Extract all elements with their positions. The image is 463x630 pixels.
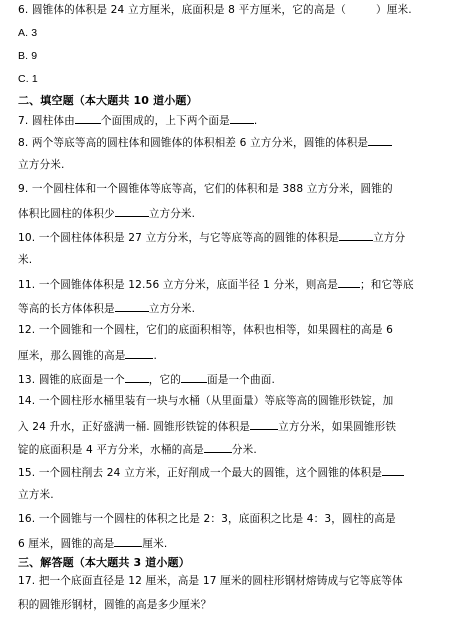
question-12-line-2 <box>18 347 448 363</box>
question-15-line-1 <box>18 464 448 480</box>
answer-blank[interactable] <box>346 2 376 13</box>
question-6-stem <box>18 2 448 17</box>
q16-text-a: 6 厘米，圆锥的高是 <box>18 538 115 550</box>
q14-text-c: 锭的底面积是 4 平方分米，水桶的高是 <box>18 444 204 456</box>
q9-text-b: 立方分米. <box>148 208 196 220</box>
q13-text-c: 面是一个曲面. <box>207 374 275 386</box>
q6-option-b[interactable]: B. 9 <box>18 50 38 62</box>
q11-text-b: ；和它等底 <box>359 279 414 291</box>
answer-blank[interactable] <box>125 371 149 383</box>
q10-text-a: 10. 一个圆柱体体积是 27 立方分米，与它等底等高的圆锥的体积是 <box>18 232 339 244</box>
question-7 <box>18 112 448 128</box>
question-17-line-1: 17. 把一个底面直径是 12 厘米，高是 17 厘米的圆柱形钢材熔铸成与它等底等体 <box>18 575 403 587</box>
question-11-line-2 <box>18 300 448 316</box>
q13-text-a: 13. 圆锥的底面是一个 <box>18 374 125 386</box>
q11-text-d: 立方分米. <box>148 303 196 315</box>
q14-text-b: 立方分米，如果圆锥形铁 <box>277 421 397 433</box>
q11-text-a: 11. 一个圆锥体体积是 12.56 立方分米，底面半径 1 分米，则高是 <box>18 279 338 291</box>
section-3-heading: 三、解答题（本大题共 3 道小题） <box>18 556 190 569</box>
question-12-line-1: 12. 一个圆锥和一个圆柱，它们的底面积相等，体积也相等，如果圆柱的高是 6 <box>18 324 394 336</box>
q6-option-a[interactable]: A. 3 <box>18 27 38 39</box>
answer-blank[interactable] <box>181 371 207 383</box>
question-17-line-2: 积的圆锥形钢材，圆锥的高是多少厘米？ <box>18 599 212 611</box>
q12-text-b: . <box>153 350 157 362</box>
answer-blank[interactable] <box>115 300 149 312</box>
answer-blank[interactable] <box>115 205 149 217</box>
question-13 <box>18 371 448 387</box>
q15-text-a: 15. 一个圆柱削去 24 立方米，正好削成一个最大的圆锥，这个圆锥的体积是 <box>18 467 382 479</box>
question-14-line-1: 14. 一个圆柱形水桶里装有一块与水桶（从里面量）等底等高的圆锥形铁锭，加 <box>18 395 394 407</box>
answer-blank[interactable] <box>339 229 373 241</box>
question-8-line-1 <box>18 134 448 150</box>
answer-blank[interactable] <box>250 418 278 430</box>
q7-text-a: 7. 圆柱体由 <box>18 115 75 127</box>
question-9-line-2 <box>18 205 448 221</box>
q7-text-b: 个面围成的，上下两个面是 <box>100 115 230 127</box>
answer-blank[interactable] <box>368 134 392 146</box>
answer-blank[interactable] <box>230 112 254 124</box>
question-14-line-2 <box>18 418 448 434</box>
question-8-line-2: 立方分米. <box>18 159 65 171</box>
question-10-line-2: 米. <box>18 254 33 266</box>
question-11-line-1 <box>18 276 448 292</box>
question-15-line-2: 立方米. <box>18 489 54 501</box>
q8-text-a: 8. 两个等底等高的圆柱体和圆锥体的体积相差 6 立方分米，圆锥的体积是 <box>18 137 369 149</box>
q12-text-a: 厘米，那么圆锥的高是 <box>18 350 126 362</box>
q14-text-a: 入 24 升水，正好盛满一桶. 圆锥形铁锭的体积是 <box>18 421 250 433</box>
question-9-line-1: 9. 一个圆柱体和一个圆锥体等底等高，它们的体积和是 388 立方分米，圆锥的 <box>18 183 393 195</box>
q16-text-b: 厘米. <box>142 538 168 550</box>
answer-blank[interactable] <box>382 464 404 476</box>
q14-text-d: 分米. <box>231 444 257 456</box>
section-2-heading: 二、填空题（本大题共 10 道小题） <box>18 94 198 107</box>
answer-blank[interactable] <box>75 112 101 124</box>
answer-blank[interactable] <box>125 347 153 359</box>
q13-text-b: ，它的 <box>148 374 181 386</box>
question-16-line-1: 16. 一个圆锥与一个圆柱的体积之比是 2：3，底面积之比是 4：3，圆柱的高是 <box>18 513 396 525</box>
q6-tail-text: ）厘米. <box>376 4 412 16</box>
q9-text-a: 体积比圆柱的体积少 <box>18 208 115 220</box>
q6-option-c[interactable]: C. 1 <box>18 73 38 85</box>
answer-blank[interactable] <box>114 535 142 547</box>
q11-text-c: 等高的长方体体积是 <box>18 303 115 315</box>
question-16-line-2 <box>18 535 448 551</box>
answer-blank[interactable] <box>204 441 232 453</box>
answer-blank[interactable] <box>338 276 360 288</box>
question-14-line-3 <box>18 441 448 457</box>
q10-text-b: 立方分 <box>372 232 406 244</box>
question-10-line-1 <box>18 229 448 245</box>
q6-stem-text: 6. 圆锥体的体积是 24 立方厘米，底面积是 8 平方厘米，它的高是（ <box>18 4 346 16</box>
q7-text-c: . <box>253 115 258 127</box>
